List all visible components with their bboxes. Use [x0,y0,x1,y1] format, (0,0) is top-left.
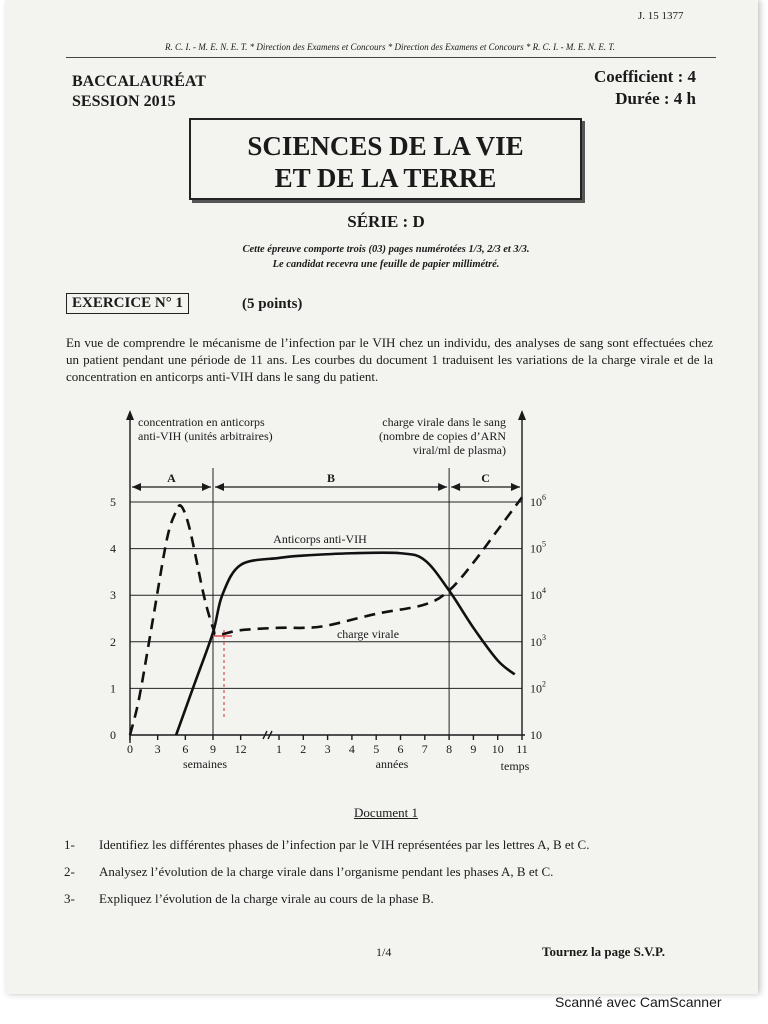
arrow-head [132,483,141,491]
phase-label: C [481,471,490,485]
arrow-head [518,410,526,420]
page-number: 1/4 [376,945,392,959]
y-axis-title-left: anti-VIH (unités arbitraires) [138,429,273,443]
x-tick-label: 1 [276,742,282,756]
arrow-head [438,483,447,491]
x-tick-label: 10 [491,742,504,756]
y-tick-label-right: 10 [530,728,542,742]
question-text: Expliquez l’évolution de la charge virale au cours de la phase B. [99,891,434,906]
arrow-head [126,410,134,420]
exercise-points: (5 points) [242,296,303,312]
arrow-head [451,483,460,491]
y-axis-title-left: concentration en anticorps [138,415,265,429]
arrow-head [215,483,224,491]
y-tick-label-right: $10^4$ [530,586,546,603]
x-tick-label: 9 [210,742,216,756]
antibody-curve [176,553,515,735]
phase-label: B [327,471,336,485]
arrow-head [511,483,520,491]
y-tick-label-right: $10^5$ [530,539,546,556]
question-number: 2- [64,864,75,879]
y-tick-label: 2 [110,634,116,649]
y-tick-label: 3 [110,588,116,603]
y-tick-label: 4 [110,541,116,556]
viral-load-curve-label: charge virale [336,627,400,641]
antibody-curve-label: Anticorps anti-VIH [273,532,367,546]
scanner-footer: Scanné avec CamScanner [555,994,722,1010]
y-tick-label-right: $10^3$ [530,632,546,649]
x-tick-label: 3 [324,742,331,756]
x-tick-label: 7 [421,742,428,756]
session: SESSION 2015 [72,93,176,110]
phase-label: A [167,471,176,485]
x-tick-label: 6 [397,742,404,756]
title-line-1: SCIENCES DE LA VIE [247,131,524,161]
reference-code: J. 15 1377 [638,10,684,22]
x-tick-label: 3 [154,742,161,756]
y-axis-title-right: (nombre de copies d’ARN [379,429,506,443]
instruction-line-2: Le candidat recevra une feuille de papier millimétré. [272,259,500,270]
arrow-head [202,483,211,491]
x-tick-label: 0 [127,742,133,756]
x-tick-label: 8 [446,742,453,756]
y-tick-label: 0 [110,728,116,742]
coefficient: Coefficient : 4 [594,67,696,86]
x-tick-label: 2 [300,742,307,756]
y-tick-label-right: $10^6$ [530,493,546,509]
x-axis-title-time: temps [500,759,530,773]
x-tick-label: 9 [470,742,477,756]
turn-page-note: Tournez la page S.V.P. [542,944,666,959]
question-number: 3- [64,891,75,906]
exercise-label: EXERCICE N° 1 [66,293,189,314]
header-banner: R. C. I. - M. E. N. E. T. * Direction des Examens et Concours * Direction des Examens et Concours * R. C. I. - M. E. N. E. T. [165,42,615,52]
exercise-text: En vue de comprendre le mécanisme de l’infection par le VIH chez un individu, des analyses de sang sont effectuées chez un patient pendant une période de 11 ans. Les courbes du document 1 traduisent les variations de la charge virale et de la concentration en anticorps anti-VIH dans le sang du patient. [66,335,713,384]
y-axis-title-right: charge virale dans le sang [382,415,506,429]
serie: SÉRIE : D [347,212,425,231]
y-axis-title-right: viral/ml de plasma) [412,443,506,457]
x-tick-label: 6 [182,742,189,756]
question-text: Analysez l’évolution de la charge virale dans l’organisme pendant les phases A, B et C. [99,864,554,879]
y-tick-label: 1 [110,681,116,696]
duration: Durée : 4 h [615,89,696,108]
question-text: Identifiez les différentes phases de l’infection par le VIH représentées par les lettres A, B et C. [99,837,590,852]
x-tick-label: 11 [516,742,528,756]
y-tick-label: 5 [110,495,116,509]
document-label: Document 1 [354,805,418,820]
instruction-line-1: Cette épreuve comporte trois (03) pages numérotées 1/3, 2/3 et 3/3. [242,244,530,255]
x-axis-title-weeks: semaines [183,757,227,771]
x-tick-label: 5 [373,742,380,756]
title-line-2: ET DE LA TERRE [274,163,497,193]
x-tick-label: 12 [234,742,247,756]
x-axis-title-years: années [375,757,409,771]
x-tick-label: 4 [348,742,355,756]
y-tick-label-right: $10^2$ [530,679,546,696]
question-number: 1- [64,837,75,852]
exam-name: BACCALAURÉAT [72,73,206,90]
